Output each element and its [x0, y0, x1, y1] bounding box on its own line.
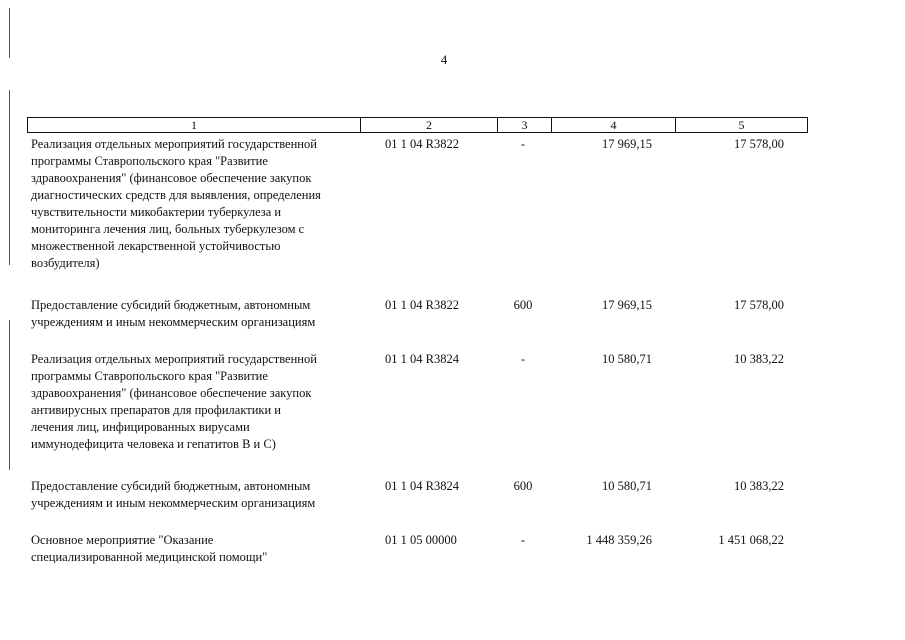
row-expense-type: -	[520, 352, 526, 366]
row-name: Предоставление субсидий бюджетным, автономным учреждениям и иным некоммерческим организациям	[31, 479, 316, 510]
row-value-col4: 1 448 359,26	[586, 533, 652, 547]
row-value-col4: 17 969,15	[602, 137, 652, 151]
scan-margin-line	[9, 320, 10, 470]
row-value-col5: 17 578,00	[734, 137, 784, 151]
column-header-2: 2	[361, 118, 498, 132]
row-value-col4: 10 580,71	[602, 479, 652, 493]
row-code: 01 1 04 R3822	[385, 137, 459, 151]
scan-margin-line	[9, 90, 10, 265]
row-value-col4: 10 580,71	[602, 352, 652, 366]
row-expense-type: -	[520, 533, 526, 547]
row-expense-type: 600	[513, 298, 533, 312]
row-value-col5: 1 451 068,22	[718, 533, 784, 547]
row-value-col5: 10 383,22	[734, 352, 784, 366]
row-value-col4: 17 969,15	[602, 298, 652, 312]
row-name: Реализация отдельных мероприятий государственной программы Ставропольского края "Развитие здравоохранения" (финансовое обеспечение закупок антивирусных препаратов для профилактики и лечения лиц, инфицированных вирусами иммунодефицита человека и гепатитов В и С)	[31, 352, 317, 451]
row-name: Основное мероприятие "Оказание специализированной медицинской помощи"	[31, 533, 268, 564]
table-header	[27, 117, 808, 133]
row-code: 01 1 04 R3824	[385, 479, 459, 493]
row-value-col5: 10 383,22	[734, 479, 784, 493]
scan-margin-line	[9, 8, 10, 58]
row-code: 01 1 04 R3822	[385, 298, 459, 312]
row-code: 01 1 04 R3824	[385, 352, 459, 366]
column-header-5: 5	[738, 118, 745, 132]
column-header-3: 3	[498, 118, 552, 132]
row-name: Предоставление субсидий бюджетным, автономным учреждениям и иным некоммерческим организациям	[31, 298, 316, 329]
row-expense-type: 600	[513, 479, 533, 493]
page-number: 4	[440, 52, 448, 67]
row-code: 01 1 05 00000	[385, 533, 457, 547]
row-name: Реализация отдельных мероприятий государственной программы Ставропольского края "Развитие здравоохранения" (финансовое обеспечение закупок диагностических средств для выявления, определения чувствительности микобактерии туберкулеза и мониторинга лечения лиц, больных туберкулезом с множественной лекарственной устойчивостью возбудителя)	[31, 137, 321, 270]
row-expense-type: -	[520, 137, 526, 151]
column-header-4: 4	[552, 118, 676, 132]
column-header-1: 1	[28, 118, 361, 132]
row-value-col5: 17 578,00	[734, 298, 784, 312]
